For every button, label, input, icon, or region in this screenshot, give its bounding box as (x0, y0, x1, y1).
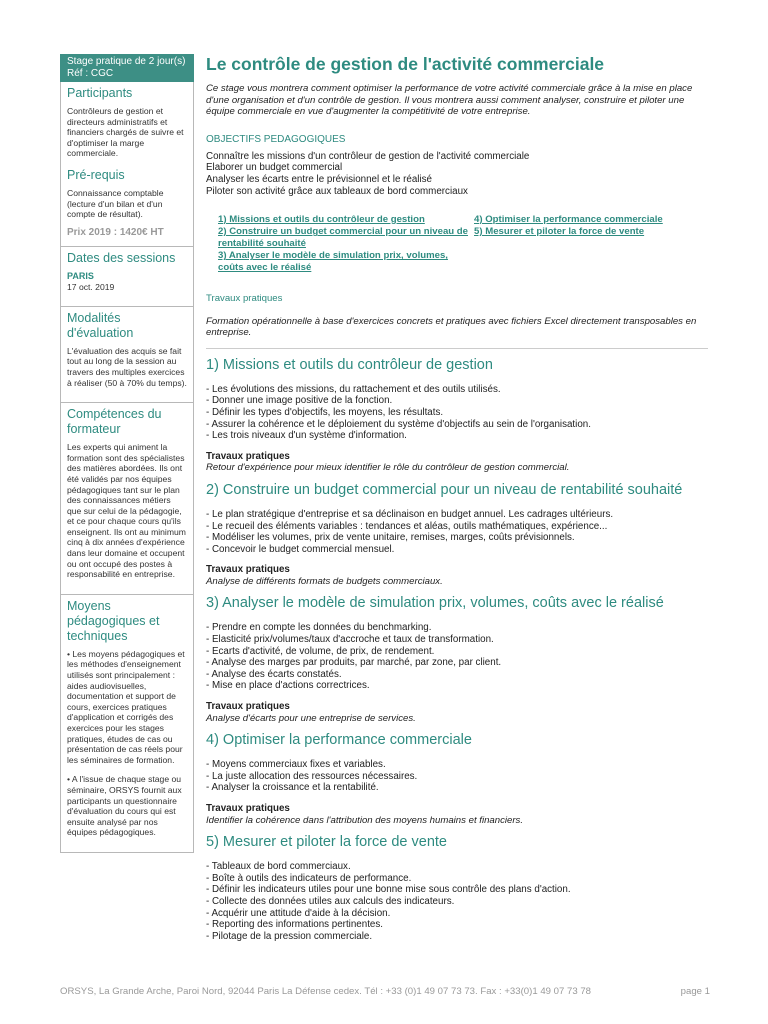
objectives-heading: OBJECTIFS PEDAGOGIQUES (206, 133, 346, 145)
session-city: PARIS (67, 270, 94, 281)
objective-item: Elaborer un budget commercial (206, 162, 343, 174)
section-tp-label: Travaux pratiques (206, 701, 290, 713)
section-item: - Pilotage de la pression commerciale. (206, 930, 373, 942)
participants-heading: Participants (67, 86, 133, 100)
section-item: - Ecarts d'activité, de volume, de prix, de rendement. (206, 645, 435, 657)
intro-text: Ce stage vous montrera comment optimiser la performance de votre activité commerciale grâce à la mise en place d'une organisation et d'un contrôle de gestion. Il vous montrera aussi comment analyser, construire et piloter une équipe commerciale en vue d'augmenter la compétitivité de votre entreprise. (206, 83, 693, 118)
moyens-box (60, 595, 194, 853)
section-title: 3) Analyser le modèle de simulation prix, volumes, coûts avec le réalisé (206, 595, 664, 612)
section-4 (206, 732, 708, 826)
participants-text: Contrôleurs de gestion et directeurs administratifs et financiers chargés de suivre et d'optimiser la marge commerciale. (67, 106, 184, 159)
objective-item: Analyser les écarts entre le prévisionnel et le réalisé (206, 174, 432, 186)
section-tp-label: Travaux pratiques (206, 803, 290, 814)
section-item: - Boîte à outils des indicateurs de performance. (206, 872, 412, 884)
tp-text: Formation opérationnelle à base d'exercices concrets et pratiques avec fichiers Excel directement transposables en entreprise. (206, 315, 697, 339)
evaluation-text: L'évaluation des acquis se fait tout au long de la session au travers des multiples exercices à réaliser (50 à 70% du temps). (67, 345, 187, 388)
footer (60, 986, 710, 997)
section-3 (206, 595, 708, 724)
section-item: - Les évolutions des missions, du rattachement et des outils utilisés. (206, 383, 501, 395)
section-item: - Définir les indicateurs utiles pour une bonne mise sous contrôle des plans d'action. (206, 884, 571, 896)
section-tp-desc: Retour d'expérience pour mieux identifier le rôle du contrôleur de gestion commercial. (206, 462, 570, 474)
section-tp-desc: Analyse de différents formats de budgets commerciaux. (206, 575, 443, 587)
objective-item: Connaître les missions d'un contrôleur de gestion de l'activité commerciale (206, 150, 530, 162)
stage-duration: Stage pratique de 2 jour(s) (67, 56, 186, 67)
competences-box (60, 403, 194, 595)
section-item: - Le plan stratégique d'entreprise et sa déclinaison en budget annuel. Les cadrages ultérieurs. (206, 508, 614, 520)
section-item: - Définir les types d'objectifs, les moyens, les résultats. (206, 406, 444, 418)
section-tp-desc: Identifier la cohérence dans l'attribution des moyens humains et financiers. (206, 814, 524, 826)
section-tp-desc: Analyse d'écarts pour une entreprise de services. (206, 712, 416, 724)
section-item: - Modéliser les volumes, prix de vente unitaire, remises, marges, coûts prévisionnels. (206, 532, 575, 544)
main-content (206, 54, 708, 942)
section-item: - Analyser la croissance et la rentabilité. (206, 782, 379, 794)
section-item: - Analyse des marges par produits, par marché, par zone, par client. (206, 657, 502, 669)
section-item: - Prendre en compte les données du benchmarking. (206, 622, 432, 634)
section-item: - Concevoir le budget commercial mensuel. (206, 543, 395, 555)
course-reference: Réf : CGC (67, 68, 114, 79)
section-item: - Tableaux de bord commerciaux. (206, 861, 351, 873)
moyens-text-1: • Les moyens pédagogiques et les méthodes d'enseignement utilisés sont principalement : aides audiovisuelles, documentation et support de cours, exercices pratiques d'application et corrigés des exercices pour les stages pratiques, études de cas ou présentation de cas réels pour les séminaires de formation. (67, 648, 185, 765)
section-item: - Collecte des données utiles aux calculs des indicateurs. (206, 895, 455, 907)
session-date[interactable]: 17 oct. 2019 (67, 281, 115, 292)
tp-heading: Travaux pratiques (206, 292, 283, 304)
toc-link-2[interactable]: 2) Construire un budget commercial pour un niveau de rentabilité souhaité (218, 226, 469, 249)
section-title: 1) Missions et outils du contrôleur de gestion (206, 356, 493, 373)
section-tp-label: Travaux pratiques (206, 450, 290, 462)
competences-text: Les experts qui animent la formation sont des spécialistes des matières abordées. Ils ont été validés par nos équipes pédagogiques tant sur le plan des connaissances métiers que sur celui de la pédagogie, et ce pour chaque cours qu'ils enseignent. Ils ont au minimum cinq à dix années d'expérience dans leur domaine et occupent ou ont occupé des postes à responsabilité en entreprise. (67, 442, 186, 580)
objectives-list (206, 151, 708, 198)
section-item: - Reporting des informations pertinentes. (206, 919, 383, 931)
toc-link-1[interactable]: 1) Missions et outils du contrôleur de gestion (218, 213, 425, 225)
prerequis-text: Connaissance comptable (lecture d'un bilan et d'un compte de résultat). (67, 187, 164, 220)
sessions-heading: Dates des sessions (67, 250, 176, 265)
sessions-box (60, 247, 194, 307)
price: Prix 2019 : 1420€ HT (67, 226, 164, 238)
section-title: 2) Construire un budget commercial pour un niveau de rentabilité souhaité (206, 481, 683, 498)
evaluation-box (60, 307, 194, 403)
section-item: - Les trois niveaux d'un système d'information. (206, 430, 407, 442)
page-number: page 1 (680, 986, 710, 997)
sidebar (60, 54, 194, 853)
divider (206, 348, 708, 349)
section-item: - Analyse des écarts constatés. (206, 668, 342, 680)
section-item: - Elasticité prix/volumes/taux d'accroche et taux de transformation. (206, 634, 494, 646)
toc-link-5[interactable]: 5) Mesurer et piloter la force de vente (474, 226, 645, 238)
section-item: - Acquérir une attitude d'aide à la décision. (206, 907, 391, 919)
table-of-contents (218, 214, 708, 275)
section-2 (206, 482, 708, 588)
section-item: - Assurer la cohérence et le déploiement du système d'objectifs au sein de l'organisation. (206, 418, 591, 430)
toc-link-3[interactable]: 3) Analyser le modèle de simulation prix, volumes, coûts avec le réalisé (218, 250, 448, 273)
section-1 (206, 357, 708, 474)
toc-link-4[interactable]: 4) Optimiser la performance commerciale (474, 213, 663, 225)
moyens-heading: Moyens pédagogiques et techniques (67, 598, 160, 643)
prerequis-heading: Pré-requis (67, 167, 125, 182)
section-item: - Mise en place d'actions correctrices. (206, 680, 370, 692)
section-item: - Donner une image positive de la fonction. (206, 395, 393, 407)
footer-address: ORSYS, La Grande Arche, Paroi Nord, 92044 Paris La Défense cedex. Tél : +33 (0)1 49 07 73 73. Fax : +33(0)1 49 07 73 78 (60, 986, 592, 997)
competences-heading: Compétences du formateur (67, 407, 162, 437)
section-item: - Le recueil des éléments variables : tendances et aléas, outils mathématiques, expérience... (206, 520, 608, 532)
participants-box (60, 82, 194, 247)
course-header (60, 54, 194, 82)
section-title: 4) Optimiser la performance commerciale (206, 732, 472, 749)
evaluation-heading: Modalités d'évaluation (67, 310, 134, 340)
section-5 (206, 834, 708, 942)
page-title: Le contrôle de gestion de l'activité commerciale (206, 54, 605, 74)
objective-item: Piloter son activité grâce aux tableaux de bord commerciaux (206, 185, 468, 197)
moyens-text-2: • A l'issue de chaque stage ou séminaire, ORSYS fournit aux participants un questionnaire d'évaluation du cours qui est ensuite analysé par nos équipes pédagogiques. (67, 774, 182, 838)
section-tp-label: Travaux pratiques (206, 564, 290, 576)
section-item: - Moyens commerciaux fixes et variables. (206, 759, 386, 771)
section-item: - La juste allocation des ressources nécessaires. (206, 770, 418, 782)
section-title: 5) Mesurer et piloter la force de vente (206, 834, 447, 851)
